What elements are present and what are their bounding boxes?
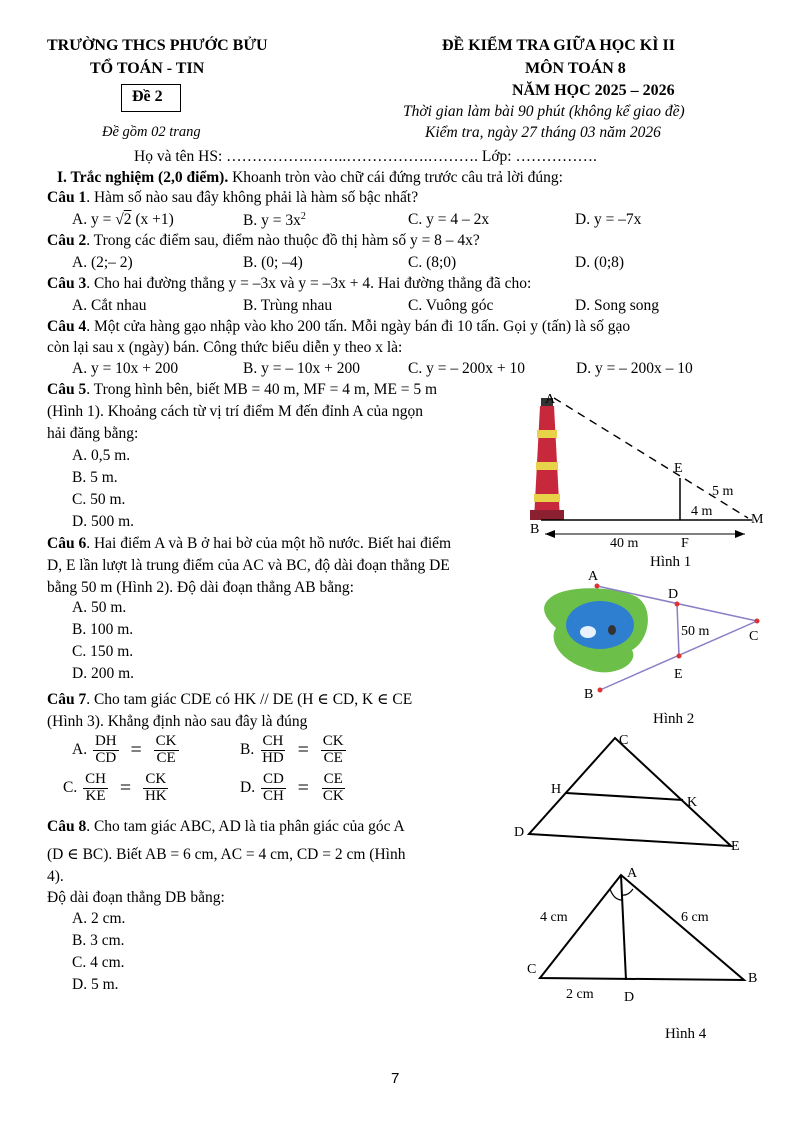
angle-mark-1 — [610, 889, 622, 900]
label-d: D — [514, 825, 525, 840]
sqrt-symbol: √2 — [115, 211, 132, 228]
label-a: A — [627, 866, 638, 881]
q3-option-d[interactable]: D. Song song — [575, 297, 659, 314]
label-k: K — [687, 795, 698, 810]
label-40m: 40 m — [610, 536, 639, 551]
label-c: C — [749, 629, 759, 644]
question-4-line2: còn lại sau x (ngày) bán. Công thức biểu diễn y theo x là: — [47, 339, 403, 356]
q3-option-b[interactable]: B. Trùng nhau — [243, 297, 333, 314]
question-6-line3: bằng 50 m (Hình 2). Độ dài đoạn thẳng AB bằng: — [47, 579, 354, 596]
q2-option-a[interactable]: A. (2;– 2) — [72, 254, 133, 271]
figure-4-caption: Hình 4 — [665, 1026, 707, 1042]
question-8: Câu 8. Cho tam giác ABC, AD là tia phân giác của góc A — [47, 818, 405, 835]
label-m: M — [751, 512, 764, 527]
q8-option-b[interactable]: B. 3 cm. — [72, 932, 125, 949]
q6-option-b[interactable]: B. 100 m. — [72, 621, 134, 638]
q7-option-c[interactable]: C. $\frac{CH}{KE}$ = $\frac{CK}{HK}$ — [63, 771, 167, 804]
label-6cm: 6 cm — [681, 910, 709, 925]
question-8-line3: 4). — [47, 868, 64, 885]
question-5-line3: hải đăng bằng: — [47, 425, 139, 442]
label-a: A — [588, 569, 599, 584]
fraction: $\frac{CD}{CH}$ — [262, 771, 284, 804]
fraction: $\frac{CH}{KE}$ — [85, 771, 106, 804]
label-b: B — [748, 971, 758, 986]
question-2: Câu 2. Trong các điểm sau, điểm nào thuộc đồ thị hàm số y = 8 – 4x? — [47, 232, 480, 249]
label-b: B — [584, 687, 594, 702]
q1-option-c[interactable]: C. y = 4 – 2x — [408, 211, 490, 228]
student-info-line: Họ và tên HS: …………….……..…………….………. Lớp: ……………. — [134, 148, 597, 165]
q2-option-c[interactable]: C. (8;0) — [408, 254, 457, 271]
bisector-ad — [621, 875, 626, 980]
part1-instruction: Khoanh tròn vào chữ cái đứng trước câu trả lời đúng: — [228, 169, 563, 186]
q1-text: . Hàm số nào sau đây không phải là hàm số bậc nhất? — [86, 189, 419, 206]
question-8-line2: (D ∈ BC). Biết AB = 6 cm, AC = 4 cm, CD = 2 cm (Hình — [47, 846, 406, 863]
q4-option-b[interactable]: B. y = – 10x + 200 — [243, 360, 360, 377]
q1-option-b[interactable]: B. $y = 3x^2$ — [243, 211, 306, 230]
school-year: NĂM HỌC 2025 – 2026 — [512, 82, 675, 99]
question-5: Câu 5. Trong hình bên, biết MB = 40 m, MF = 4 m, ME = 5 m — [47, 381, 438, 398]
q8-option-c[interactable]: C. 4 cm. — [72, 954, 125, 971]
figure-2-caption: Hình 2 — [653, 711, 695, 727]
figure-1-caption: Hình 1 — [650, 554, 692, 570]
label-d: D — [668, 587, 679, 602]
label-e: E — [731, 839, 740, 854]
q2-option-d[interactable]: D. (0;8) — [575, 254, 625, 271]
label-c: C — [527, 962, 537, 977]
q5-option-d[interactable]: D. 500 m. — [72, 513, 134, 530]
label-2cm: 2 cm — [566, 987, 594, 1002]
label-e: E — [674, 461, 683, 476]
q3-option-c[interactable]: C. Vuông góc — [408, 297, 494, 314]
label-c: C — [619, 733, 629, 748]
q6-option-a[interactable]: A. 50 m. — [72, 599, 127, 616]
label-50m: 50 m — [681, 624, 710, 639]
q2-option-b[interactable]: B. (0; –4) — [243, 254, 303, 271]
page-count-note: Đề gồm 02 trang — [102, 124, 201, 140]
fraction: $\frac{CK}{HK}$ — [144, 771, 167, 804]
q1-option-a[interactable]: A. y = √2 (x +1) — [72, 211, 174, 228]
question-4: Câu 4. Một cửa hàng gạo nhập vào kho 200 tấn. Mỗi ngày bán đi 10 tấn. Gọi y (tấn) là số gạo — [47, 318, 631, 335]
part1-title: I. Trắc nghiệm (2,0 điểm). — [57, 169, 229, 186]
fraction: $\frac{CE}{CK}$ — [322, 771, 344, 804]
question-7-line2: (Hình 3). Khẳng định nào sau đây là đúng — [47, 713, 308, 730]
label-4m: 4 m — [691, 504, 713, 519]
triangle-abc — [540, 875, 744, 980]
q7-option-b[interactable]: B. $\frac{CH}{HD}$ = $\frac{CK}{CE}$ — [240, 733, 344, 766]
fraction: $\frac{CK}{CE}$ — [322, 733, 344, 766]
q4-option-d[interactable]: D. y = – 200x – 10 — [576, 360, 693, 377]
label-b: B — [530, 522, 540, 537]
label-4cm: 4 cm — [540, 910, 568, 925]
q7-option-d[interactable]: D. $\frac{CD}{CH}$ = $\frac{CE}{CK}$ — [240, 771, 344, 804]
subject-title: MÔN TOÁN 8 — [525, 60, 626, 77]
angle-mark-2 — [622, 889, 633, 895]
q4-option-c[interactable]: C. y = – 200x + 10 — [408, 360, 525, 377]
q8-option-a[interactable]: A. 2 cm. — [72, 910, 126, 927]
exam-title: ĐỀ KIỂM TRA GIỮA HỌC KÌ II — [442, 37, 675, 54]
exam-date: Kiểm tra, ngày 27 tháng 03 năm 2026 — [425, 124, 661, 141]
fraction: $\frac{DH}{CD}$ — [94, 733, 117, 766]
q6-option-c[interactable]: C. 150 m. — [72, 643, 134, 660]
q1-label: Câu 1 — [47, 189, 87, 206]
time-limit: Thời gian làm bài 90 phút (không kể giao đề) — [403, 103, 685, 120]
q5-option-b[interactable]: B. 5 m. — [72, 469, 118, 486]
question-7: Câu 7. Cho tam giác CDE có HK // DE (H ∈ CD, K ∈ CE — [47, 691, 413, 708]
question-5-line2: (Hình 1). Khoảng cách từ vị trí điểm M đến đỉnh A của ngọn — [47, 403, 424, 420]
label-a: A — [545, 392, 556, 407]
q4-option-a[interactable]: A. y = 10x + 200 — [72, 360, 179, 377]
page-number: 7 — [391, 1070, 400, 1087]
exam-code: Đề 2 — [132, 88, 163, 105]
label-f: F — [681, 536, 689, 551]
q1-option-d[interactable]: D. y = –7x — [575, 211, 642, 228]
label-h: H — [551, 782, 562, 797]
q5-option-c[interactable]: C. 50 m. — [72, 491, 126, 508]
label-5m: 5 m — [712, 484, 734, 499]
fraction: $\frac{CH}{HD}$ — [262, 733, 284, 766]
q7-option-a[interactable]: A. $\frac{DH}{CD}$ = $\frac{CK}{CE}$ — [72, 733, 177, 766]
label-e: E — [674, 667, 683, 682]
question-6: Câu 6. Hai điểm A và B ở hai bờ của một hồ nước. Biết hai điểm — [47, 535, 452, 552]
q6-option-d[interactable]: D. 200 m. — [72, 665, 134, 682]
question-8-line4: Độ dài đoạn thẳng DB bằng: — [47, 889, 225, 906]
q5-option-a[interactable]: A. 0,5 m. — [72, 447, 131, 464]
q8-option-d[interactable]: D. 5 m. — [72, 976, 119, 993]
fraction: $\frac{CK}{CE}$ — [155, 733, 177, 766]
department-name: TỔ TOÁN - TIN — [90, 60, 205, 77]
label-d: D — [624, 990, 635, 1005]
school-name: TRƯỜNG THCS PHƯỚC BỬU — [47, 37, 268, 54]
question-6-line2: D, E lần lượt là trung điểm của AC và BC, độ dài đoạn thẳng DE — [47, 557, 450, 574]
q3-option-a[interactable]: A. Cắt nhau — [72, 297, 147, 314]
question-3: Câu 3. Cho hai đường thẳng y = –3x và y = –3x + 4. Hai đường thẳng đã cho: — [47, 275, 532, 292]
